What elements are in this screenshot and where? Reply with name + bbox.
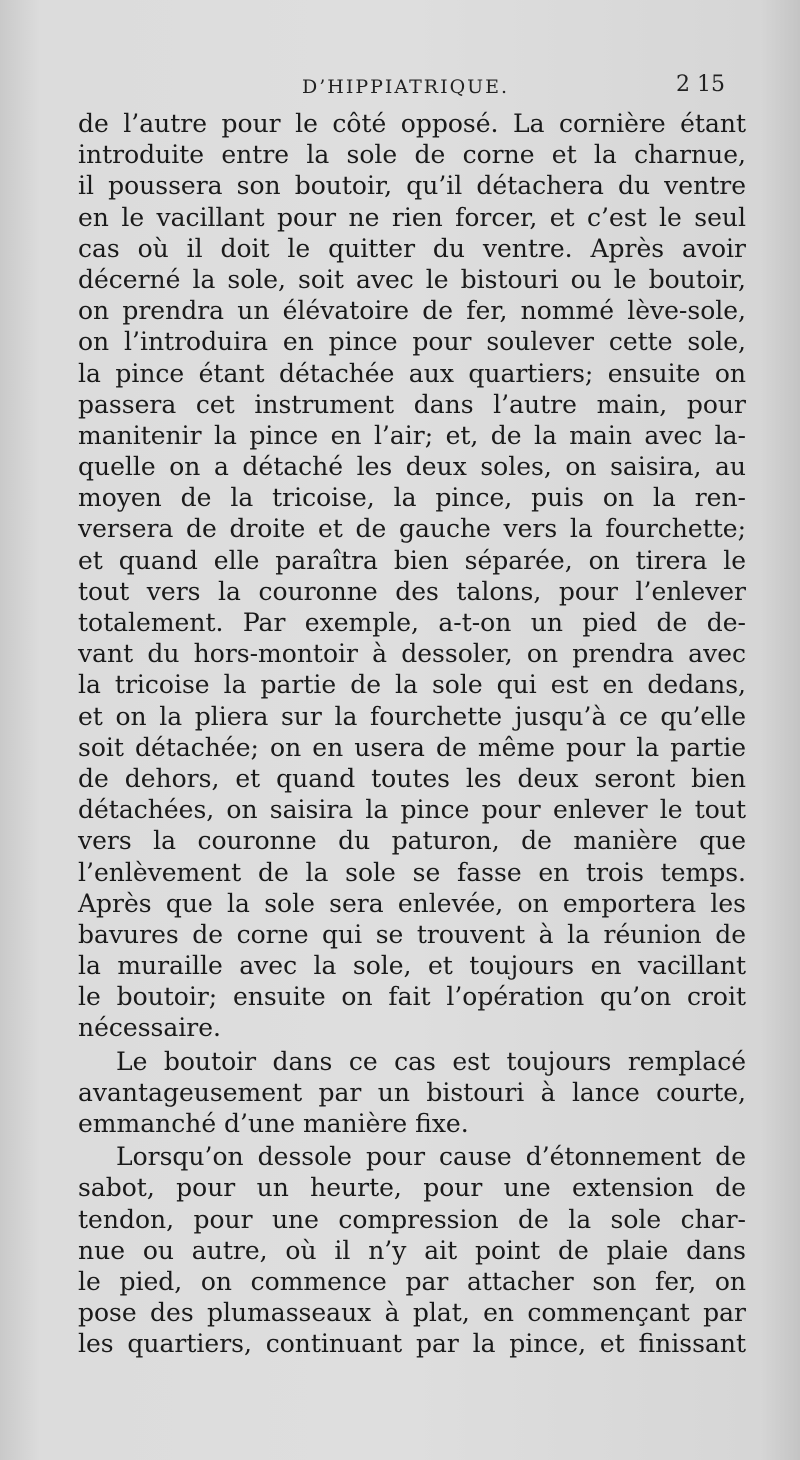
text-line: et quand elle paraîtra bien séparée, on tirera le — [78, 545, 746, 575]
body-text — [78, 108, 746, 1360]
text-line: Le boutoir dans ce cas est toujours remplacé — [116, 1046, 746, 1076]
text-line: vant du hors-montoir à dessoler, on prendra avec — [78, 639, 746, 669]
text-line: Lorsqu’on dessole pour cause d’étonnement de — [116, 1142, 746, 1172]
page-header — [0, 70, 800, 110]
text-line: avantageusement par un bistouri à lance courte, — [78, 1077, 746, 1107]
text-line: la pince étant détachée aux quartiers; ensuite on — [78, 358, 746, 388]
text-line: soit détachée; on en usera de même pour la partie — [78, 732, 746, 762]
text-line: vers la couronne du paturon, de manière que — [78, 826, 746, 856]
text-line: pose des plumasseaux à plat, en commençant par — [78, 1298, 746, 1328]
paragraph-1 — [78, 108, 746, 1044]
text-line: on l’introduira en pince pour soulever cette sole, — [78, 327, 746, 357]
text-line: de dehors, et quand toutes les deux seront bien — [78, 763, 746, 793]
text-line: introduite entre la sole de corne et la charnue, — [78, 140, 746, 170]
text-line: décerné la sole, soit avec le bistouri ou le boutoir, — [78, 264, 746, 294]
text-line: on prendra un élévatoire de fer, nommé lève-sole, — [78, 296, 746, 326]
paragraph-2 — [78, 1046, 746, 1140]
text-line: en le vacillant pour ne rien forcer, et c’est le seul — [78, 202, 746, 232]
text-line: emmanché d’une manière fixe. — [78, 1109, 469, 1138]
paragraph-3 — [78, 1141, 746, 1359]
text-line: nue ou autre, où il n’y ait point de plaie dans — [78, 1235, 746, 1265]
text-line: tendon, pour une compression de la sole char- — [78, 1204, 746, 1234]
text-line: passera cet instrument dans l’autre main, pour — [78, 389, 746, 419]
running-head: D’HIPPIATRIQUE. — [302, 76, 510, 98]
text-line: sabot, pour un heurte, pour une extension de — [78, 1173, 746, 1203]
text-line: tout vers la couronne des talons, pour l’enlever — [78, 576, 746, 606]
text-line: nécessaire. — [78, 1013, 221, 1043]
page-number: 2 15 — [676, 72, 725, 97]
text-line: le pied, on commence par attacher son fer, on — [78, 1266, 746, 1296]
text-line: bavures de corne qui se trouvent à la réunion de — [78, 919, 746, 949]
text-line: versera de droite et de gauche vers la fourchette; — [78, 514, 746, 544]
text-line: la tricoise la partie de la sole qui est en dedans, — [78, 670, 746, 700]
text-line: et on la pliera sur la fourchette jusqu’à ce qu’elle — [78, 701, 746, 731]
text-line: quelle on a détaché les deux soles, on saisira, au — [78, 452, 746, 482]
text-line: il poussera son boutoir, qu’il détachera du ventre — [78, 171, 746, 201]
text-line: la muraille avec la sole, et toujours en vacillant — [78, 951, 746, 981]
text-line: détachées, on saisira la pince pour enlever le tout — [78, 795, 746, 825]
text-line: cas où il doit le quitter du ventre. Après avoir — [78, 233, 746, 263]
text-line: Après que la sole sera enlevée, on emportera les — [78, 888, 746, 918]
text-line: totalement. Par exemple, a-t-on un pied de de- — [78, 608, 746, 637]
text-line: de l’autre pour le côté opposé. La cornière étant — [78, 109, 746, 138]
text-line: le boutoir; ensuite on fait l’opération qu’on croit — [78, 982, 746, 1012]
text-line: les quartiers, continuant par la pince, et finissant — [78, 1329, 746, 1359]
text-line: l’enlèvement de la sole se fasse en trois temps. — [78, 857, 746, 887]
text-line: manitenir la pince en l’air; et, de la main avec la- — [78, 420, 746, 450]
text-line: moyen de la tricoise, la pince, puis on la ren- — [78, 483, 746, 513]
